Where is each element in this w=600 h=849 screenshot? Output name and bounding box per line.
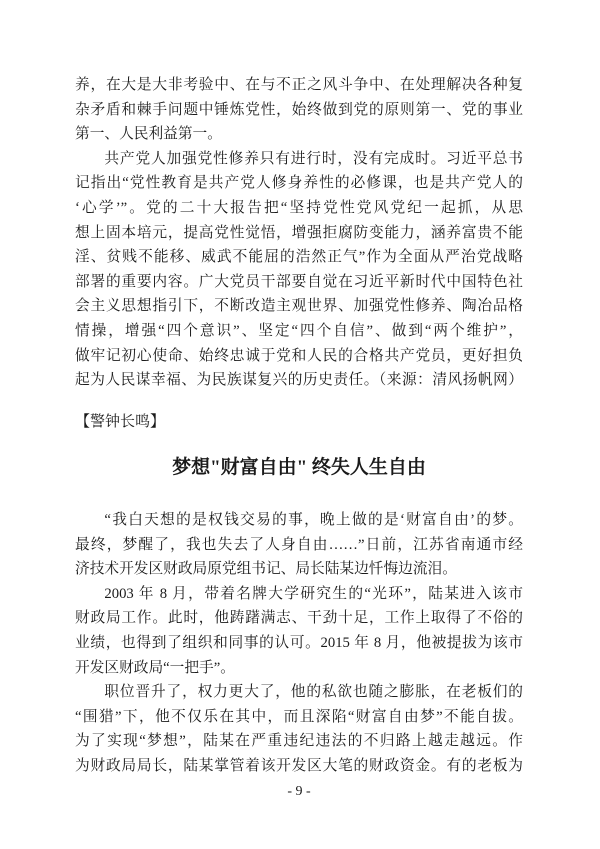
paragraph [75, 582, 523, 680]
text-line: 财政局工作。此时，他踌躇满志、干劲十足，工作上取得了不俗的 [75, 610, 523, 627]
text-line: 职位晋升了，权力更大了，他的私欲也随之膨胀，在老板们的 [104, 684, 523, 701]
text-line: ‘心学’”。党的二十大报告把“坚持党性党风党纪一起抓，从思 [75, 199, 523, 216]
text-line: “我白天想的是权钱交易的事，晚上做的是‘财富自由’的梦。 [104, 512, 523, 528]
text-line: 第一、人民利益第一。 [75, 126, 222, 143]
text-line: 最终，梦醒了，我也失去了人身自由……”日前，江苏省南通市经 [75, 536, 523, 553]
text-line: 情操，增强“四个意识”、坚定“四个自信”、做到“两个维护”， [75, 322, 523, 339]
text-line: 2003 年 8 月，带着名牌大学研究生的“光环”，陆某进入该市 [104, 585, 523, 602]
text-line: 业绩，也得到了组织和同事的认可。2015 年 8 月，他被提拔为该市 [75, 634, 523, 651]
text-line: 为了实现“梦想”，陆某在严重违纪违法的不归路上越走越远。作 [75, 733, 523, 750]
text-line: 为财政局局长，陆某掌管着该开发区大笔的财政资金。有的老板为 [75, 757, 523, 774]
text-line: 济技术开发区财政局原党组书记、局长陆某边忏悔边流泪。 [75, 561, 457, 578]
text-line: 杂矛盾和棘手问题中锤炼党性，始终做到党的原则第一、党的事业 [75, 101, 523, 118]
text-line: 做牢记初心使命、始终忠诚于党和人民的合格共产党员，更好担负 [75, 347, 523, 364]
paragraph [75, 147, 523, 393]
paragraph [75, 680, 523, 778]
text-line: 淫、贫贱不能移、威武不能屈的浩然正气”作为全面从严治党战略 [75, 249, 523, 266]
article-title: 梦想"财富自由" 终失人生自由 [172, 457, 426, 478]
text-line: 共产党人加强党性修养只有进行时，没有完成时。习近平总书 [104, 150, 523, 167]
text-line: 想上固本培元，提高党性觉悟，增强拒腐防变能力，涵养富贵不能 [75, 224, 523, 241]
page-number: - 9 - [287, 784, 311, 799]
text-line: 养，在大是大非考验中、在与不正之风斗争中、在处理解决各种复 [75, 77, 523, 93]
text-line: 起为人民谋幸福、为民族谋复兴的历史责任。（来源：清风扬帆网） [75, 372, 523, 389]
text-line: 会主义思想指引下，不断改造主观世界、加强党性修养、陶冶品格 [75, 298, 523, 315]
paragraph [75, 508, 523, 582]
previous-article-continuation [75, 73, 523, 393]
text-line: 部署的重要内容。广大党员干部要自觉在习近平新时代中国特色社 [75, 273, 523, 290]
text-line: 记指出“党性教育是共产党人修身养性的必修课，也是共产党人的 [75, 175, 523, 192]
paragraph [75, 73, 523, 147]
text-line: 开发区财政局“一把手”。 [75, 659, 235, 676]
section-header: 【警钟长鸣】 [75, 414, 166, 430]
article-body [75, 508, 523, 779]
text-line: “围猎”下，他不仅乐在其中，而且深陷“财富自由梦”不能自拔。 [75, 708, 523, 725]
